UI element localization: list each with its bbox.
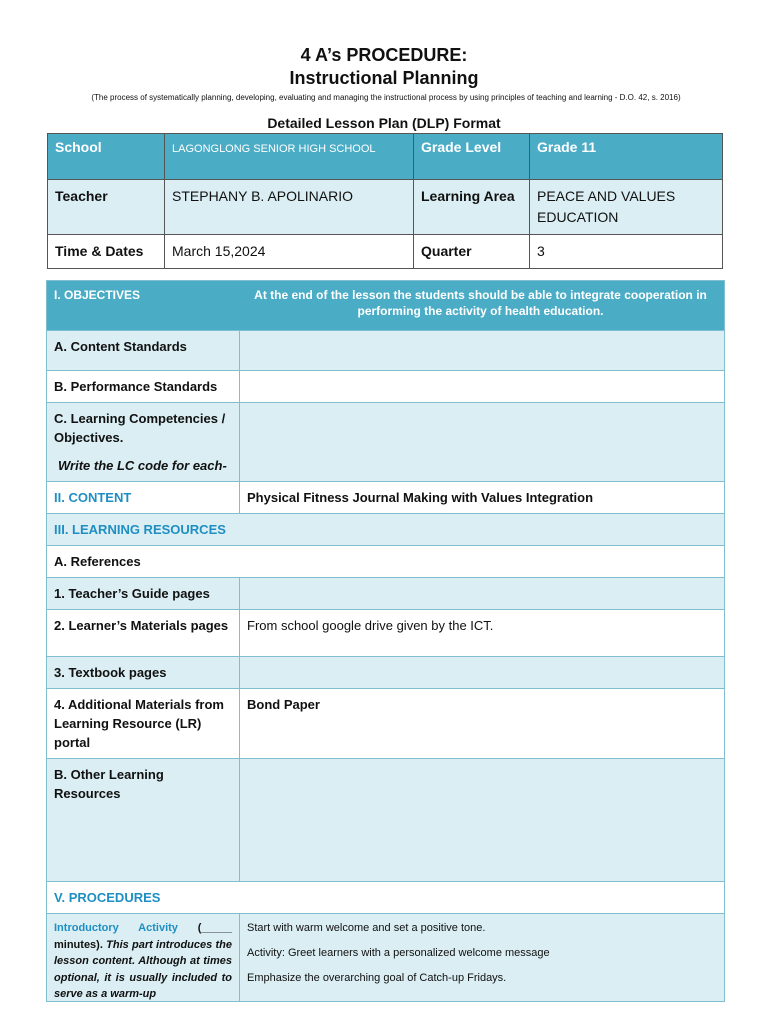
school-value: LAGONGLONG SENIOR HIGH SCHOOL	[165, 134, 414, 180]
introductory-activity-description: This part introduces the lesson content. Although at times optional, it is usually included to serve as a warm-up	[54, 938, 232, 1000]
teachers-guide-value	[240, 578, 725, 610]
textbook-label: 3. Textbook pages	[47, 657, 240, 689]
objectives-label: I. OBJECTIVES	[54, 288, 141, 302]
references-row	[47, 546, 725, 578]
procedure-line-3: Emphasize the overarching goal of Catch-up Fridays.	[247, 972, 507, 984]
competencies-row	[47, 403, 725, 482]
objectives-cell	[47, 281, 725, 331]
learning-resources-label: III. LEARNING RESOURCES	[47, 514, 725, 546]
teacher-label: Teacher	[48, 180, 165, 235]
title-line-1: 4 A’s PROCEDURE:	[300, 45, 468, 65]
content-standards-label: A. Content Standards	[47, 331, 240, 371]
teacher-value: STEPHANY B. APOLINARIO	[165, 180, 414, 235]
other-resources-value	[240, 759, 725, 882]
time-dates-value: March 15,2024	[165, 235, 414, 269]
school-label: School	[48, 134, 165, 180]
procedures-row	[47, 882, 725, 914]
info-row-time	[48, 235, 723, 269]
performance-standards-value	[240, 371, 725, 403]
procedures-label: V. PROCEDURES	[47, 882, 725, 914]
competencies-value	[240, 403, 725, 482]
additional-materials-row	[47, 689, 725, 759]
learning-resources-row	[47, 514, 725, 546]
competencies-label: C. Learning Competencies / Objectives.	[54, 411, 226, 445]
objectives-text: At the end of the lesson the students should be able to integrate cooperation in performing the activity of health education.	[254, 288, 707, 318]
introductory-activity-details	[240, 914, 725, 1002]
other-resources-row	[47, 759, 725, 882]
info-table	[47, 133, 723, 269]
content-standards-row	[47, 331, 725, 371]
learners-materials-value: From school google drive given by the ICT.	[240, 610, 725, 657]
procedure-line-2: Activity: Greet learners with a personalized welcome message	[247, 947, 550, 959]
introductory-activity-cell	[47, 914, 240, 1002]
content-label: II. CONTENT	[47, 482, 240, 514]
info-row-school	[48, 134, 723, 180]
additional-materials-value: Bond Paper	[240, 689, 725, 759]
textbook-row	[47, 657, 725, 689]
teachers-guide-row	[47, 578, 725, 610]
other-resources-label: B. Other Learning Resources	[47, 759, 240, 882]
lesson-plan-table	[46, 280, 725, 1002]
quarter-label: Quarter	[414, 235, 530, 269]
lc-code-note: Write the LC code for each-	[58, 458, 227, 473]
introductory-activity-text	[54, 920, 232, 1000]
dlp-format-title: Detailed Lesson Plan (DLP) Format	[267, 115, 501, 131]
introductory-activity-minutes: (_____ minutes).	[54, 922, 232, 951]
procedure-line-1: Start with warm welcome and set a positive tone.	[247, 922, 486, 934]
performance-standards-row	[47, 371, 725, 403]
additional-materials-label: 4. Additional Materials from Learning Resource (LR) portal	[47, 689, 240, 759]
content-value: Physical Fitness Journal Making with Values Integration	[240, 482, 725, 514]
performance-standards-label: B. Performance Standards	[47, 371, 240, 403]
content-standards-value	[240, 331, 725, 371]
objectives-row	[47, 281, 725, 331]
content-row	[47, 482, 725, 514]
learners-materials-row	[47, 610, 725, 657]
introductory-activity-row	[47, 914, 725, 1002]
references-label: A. References	[47, 546, 725, 578]
teachers-guide-label: 1. Teacher’s Guide pages	[47, 578, 240, 610]
time-dates-label: Time & Dates	[48, 235, 165, 269]
learners-materials-label: 2. Learner’s Materials pages	[47, 610, 240, 657]
quarter-value: 3	[530, 235, 723, 269]
textbook-value	[240, 657, 725, 689]
introductory-activity-label: Introductory Activity	[54, 922, 178, 934]
reference-note: (The process of systematically planning, developing, evaluating and managing the instructional process by using principles of teaching and learning - D.O. 42, s. 2016)	[91, 93, 681, 102]
learning-area-value: PEACE AND VALUES EDUCATION	[530, 180, 723, 235]
info-row-teacher	[48, 180, 723, 235]
grade-level-label: Grade Level	[414, 134, 530, 180]
title-line-2: Instructional Planning	[289, 68, 479, 88]
learning-area-label: Learning Area	[414, 180, 530, 235]
competencies-cell	[47, 403, 240, 482]
grade-level-value: Grade 11	[530, 134, 723, 180]
